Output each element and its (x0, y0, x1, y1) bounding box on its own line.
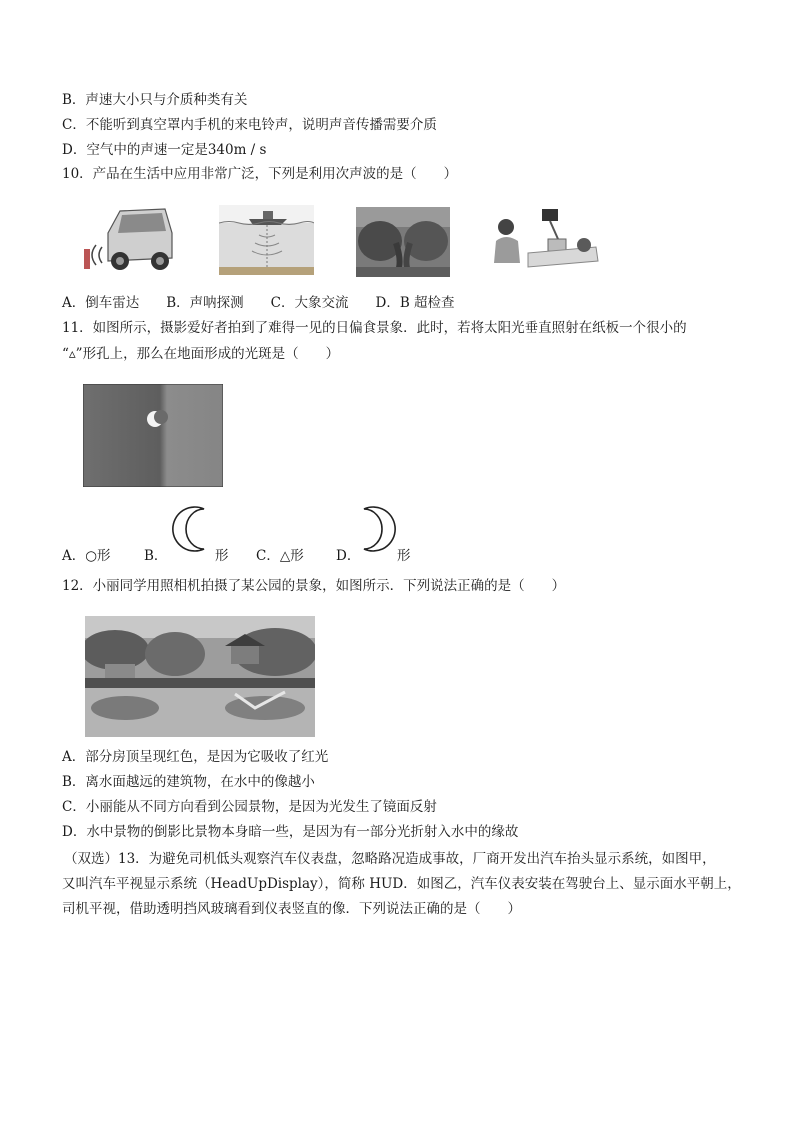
q12-option-a: A．部分房顶呈现红色，是因为它吸收了红光 (62, 749, 329, 765)
q11-option-d-suffix: 形 (397, 548, 411, 564)
q12-option-c: C．小丽能从不同方向看到公园景物，是因为光发生了镜面反射 (62, 799, 437, 815)
q9-option-b: B．声速大小只与介质种类有关 (62, 92, 248, 108)
q10-options: A．倒车雷达 B．声呐探测 C．大象交流 D．B 超检查 (62, 295, 455, 311)
q11-option-b: B． (144, 548, 168, 564)
q13-stem-line2: 又叫汽车平视显示系统（HeadUpDisplay），简称 HUD．如图乙，汽车仪表安装在驾驶台上、显示面水平朝上， (62, 876, 741, 892)
q11-stem-line1: 11．如图所示，摄影爱好者拍到了难得一见的日偏食景象．此时，若将太阳光垂直照射在纸板一个很小的 (62, 320, 687, 336)
q11-option-c: C．△形 (256, 548, 304, 564)
q12-stem: 12．小丽同学用照相机拍摄了某公园的景象，如图所示．下列说法正确的是（ ） (62, 578, 566, 594)
q12-option-b: B．离水面越远的建筑物，在水中的像越小 (62, 774, 315, 790)
crescent-left-icon (166, 505, 212, 553)
sonar-image (219, 205, 314, 275)
elephants-image (356, 207, 450, 277)
q12-option-d: D．水中景物的倒影比景物本身暗一些，是因为有一部分光折射入水中的缘故 (62, 824, 519, 840)
q11-option-d: D． (336, 548, 361, 564)
q13-stem-line3: 司机平视，借助透明挡风玻璃看到仪表竖直的像．下列说法正确的是（ ） (62, 901, 521, 917)
q13-stem-line1: （双选）13．为避免司机低头观察汽车仪表盘，忽略路况造成事故，厂商开发出汽车抬头显示系统，如图甲， (64, 851, 716, 867)
q11-stem-line2: “▵”形孔上，那么在地面形成的光斑是（ ） (62, 346, 340, 362)
q11-option-a: A．○形 (62, 548, 111, 564)
park-photo-image (85, 616, 315, 737)
b-ultrasound-image (488, 205, 600, 275)
partial-eclipse-image (83, 384, 223, 487)
q11-option-b-suffix: 形 (215, 548, 229, 564)
reversing-radar-image (80, 203, 175, 275)
crescent-right-icon (356, 505, 402, 553)
q10-stem: 10．产品在生活中应用非常广泛，下列是利用次声波的是（ ） (62, 166, 458, 182)
q9-option-c: C．不能听到真空罩内手机的来电铃声，说明声音传播需要介质 (62, 117, 437, 133)
q9-option-d: D．空气中的声速一定是340m / s (62, 142, 267, 158)
